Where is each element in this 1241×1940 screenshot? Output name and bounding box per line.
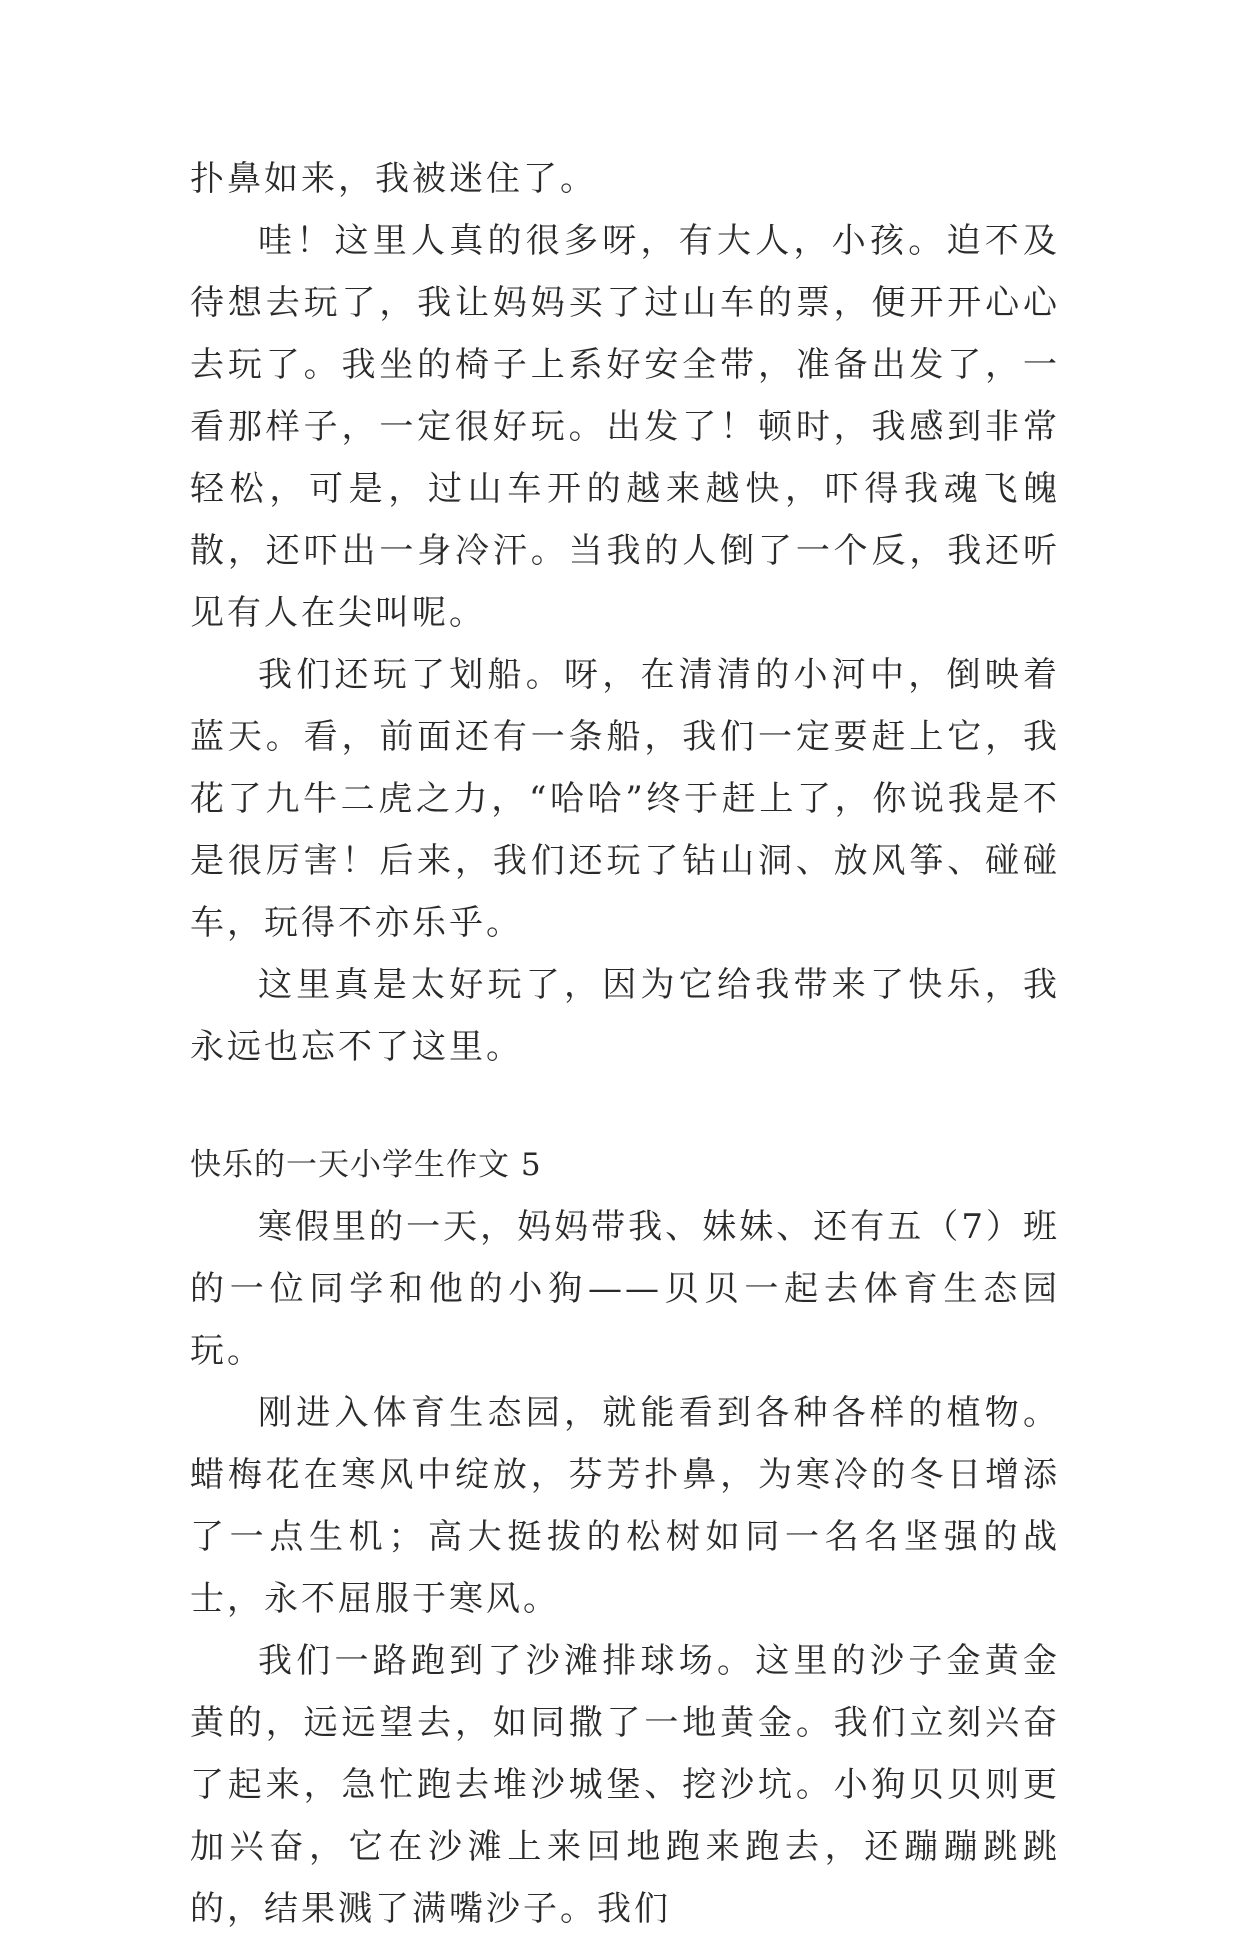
paragraph-plants: 刚进入体育生态园，就能看到各种各样的植物。蜡梅花在寒风中绽放，芬芳扑鼻，为寒冷的冬日增添了一点生机；高大挺拔的松树如同一名名坚强的战士，永不屈服于寒风。 [190,1393,1060,1619]
paragraph-roller-coaster: 哇！这里人真的很多呀，有大人，小孩。迫不及待想去玩了，我让妈妈买了过山车的票，便开开心心去玩了。我坐的椅子上系好安全带，准备出发了，一看那样子，一定很好玩。出发了！顿时，我感到非常轻松，可是，过山车开的越来越快，吓得我魂飞魄散，还吓出一身冷汗。当我的人倒了一个反，我还听见有人在尖叫呢。 [190,221,1060,633]
paragraph-conclusion: 这里真是太好玩了，因为它给我带来了快乐，我永远也忘不了这里。 [190,965,1060,1067]
section-spacer [190,1078,1060,1134]
paragraph-boating: 我们还玩了划船。呀，在清清的小河中，倒映着蓝天。看，前面还有一条船，我们一定要赶上它，我花了九牛二虎之力，“哈哈”终于赶上了，你说我是不是很厉害！后来，我们还玩了钻山洞、放风筝、碰碰车，玩得不亦乐乎。 [190,655,1060,943]
paragraph-winter-trip: 寒假里的一天，妈妈带我、妹妹、还有五（7）班的一位同学和他的小狗——贝贝一起去体育生态园玩。 [190,1207,1060,1371]
paragraph-sand-court: 我们一路跑到了沙滩排球场。这里的沙子金黄金黄的，远远望去，如同撒了一地黄金。我们立刻兴奋了起来，急忙跑去堆沙城堡、挖沙坑。小狗贝贝则更加兴奋，它在沙滩上来回地跑来跑去，还蹦蹦跳跳的，结果溅了满嘴沙子。我们 [190,1641,1060,1929]
document-body [190,148,1060,1940]
paragraph-continued: 扑鼻如来，我被迷住了。 [190,159,597,199]
essay-title: 快乐的一天小学生作文 5 [190,1147,542,1183]
